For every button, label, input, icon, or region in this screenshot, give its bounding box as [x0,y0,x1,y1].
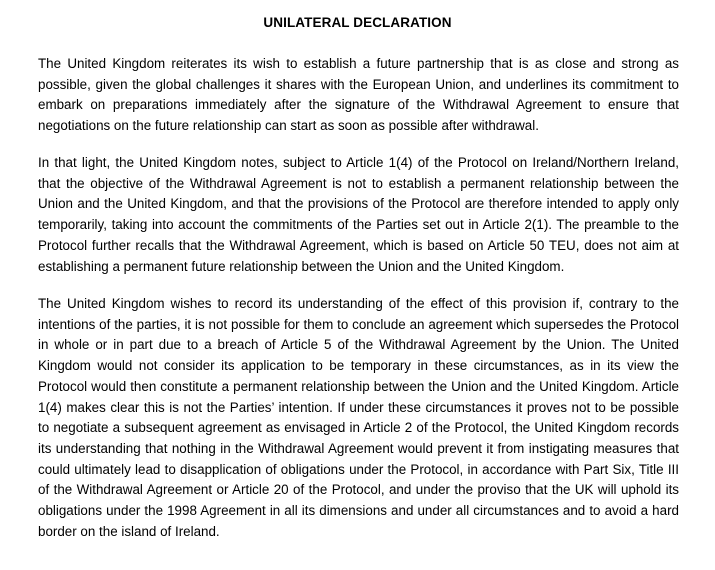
paragraph-understanding: The United Kingdom wishes to record its understanding of the effect of this provision if, contrary to the intentions of the parties, it is not possible for them to conclude an agreement which supersedes the Protocol in whole or in part due to a breach of Article 5 of the Withdrawal Agreement by the Union. The United Kingdom would not consider its application to be temporary in these circumstances, as in its view the Protocol would then constitute a permanent relationship between the Union and the United Kingdom. Article 1(4) makes clear this is not the Parties’ intention. If under these circumstances it proves not to be possible to negotiate a subsequent agreement as envisaged in Article 2 of the Protocol, the United Kingdom records its understanding that nothing in the Withdrawal Agreement would prevent it from instigating measures that could ultimately lead to disapplication of obligations under the Protocol, in accordance with Part Six, Title III of the Withdrawal Agreement or Article 20 of the Protocol, and under the proviso that the UK will uphold its obligations under the 1998 Agreement in all its dimensions and under all circumstances and to avoid a hard border on the island of Ireland. [38,296,679,539]
paragraph-protocol-temporary: In that light, the United Kingdom notes, subject to Article 1(4) of the Protocol on Ireland/Northern Ireland, that the objective of the Withdrawal Agreement is not to establish a permanent relationship between the Union and the United Kingdom, and that the provisions of the Protocol are therefore intended to apply only temporarily, taking into account the commitments of the Parties set out in Article 2(1). The preamble to the Protocol further recalls that the Withdrawal Agreement, which is based on Article 50 TEU, does not aim at establishing a permanent future relationship between the Union and the United Kingdom. [38,155,679,274]
paragraph-partnership: The United Kingdom reiterates its wish to establish a future partnership that is as close and strong as possible, given the global challenges it shares with the European Union, and underlines its commitment to embark on preparations immediately after the signature of the Withdrawal Agreement to ensure that negotiations on the future relationship can start as soon as possible after withdrawal. [38,56,679,134]
document-title: UNILATERAL DECLARATION [263,15,452,30]
